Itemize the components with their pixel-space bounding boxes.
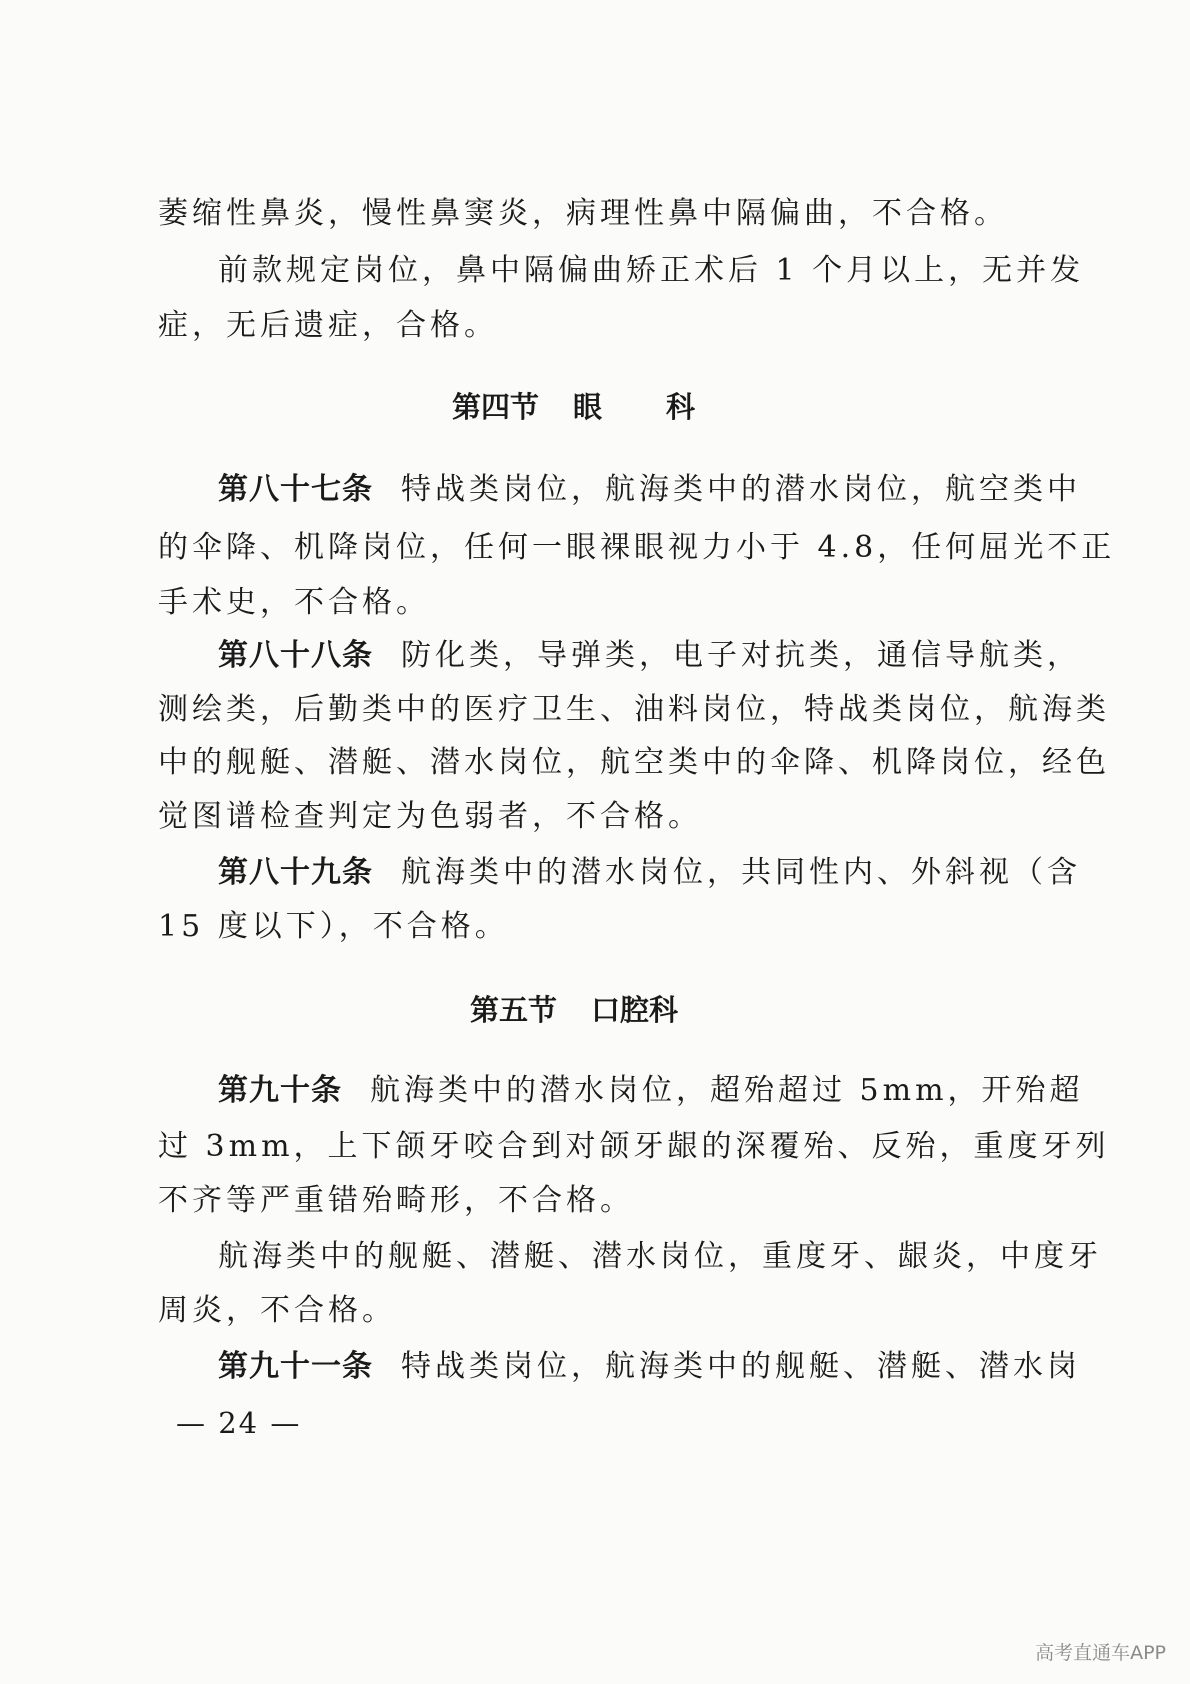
paragraph-line: 觉图谱检查判定为色弱者，不合格。 — [158, 799, 702, 834]
paragraph-line: 过 3mm，上下颌牙咬合到对颌牙龈的深覆殆、反殆，重度牙列 — [158, 1129, 1110, 1164]
article-87-line — [218, 470, 1081, 510]
article-89-line — [218, 853, 1081, 893]
article-number: 第九十一条 — [218, 1349, 373, 1384]
article-number: 第八十八条 — [218, 638, 373, 673]
section-title: 口腔科 — [591, 993, 679, 1027]
paragraph-line: 不齐等严重错殆畸形，不合格。 — [158, 1183, 634, 1218]
article-91-line — [218, 1347, 1081, 1387]
page-number: — 24 — — [176, 1406, 302, 1440]
section-number: 第五节 — [470, 993, 558, 1027]
article-88-line — [218, 636, 1081, 676]
paragraph-line: 周炎，不合格。 — [158, 1293, 396, 1328]
article-number: 第八十七条 — [218, 472, 373, 507]
section-title-part: 眼 — [573, 390, 603, 424]
section-title-part: 科 — [666, 390, 696, 424]
paragraph-line: 测绘类，后勤类中的医疗卫生、油料岗位，特战类岗位，航海类 — [158, 692, 1110, 727]
paragraph-line: 的伞降、机降岗位，任何一眼裸眼视力小于 4.8，任何屈光不正 — [158, 530, 1116, 565]
paragraph-line: 前款规定岗位，鼻中隔偏曲矫正术后 1 个月以上，无并发 — [218, 253, 1085, 288]
article-text: 航海类中的潜水岗位，共同性内、外斜视（含 — [401, 855, 1081, 890]
watermark: 高考直通车APP — [1035, 1642, 1166, 1664]
paragraph-line: 航海类中的舰艇、潜艇、潜水岗位，重度牙、龈炎，中度牙 — [218, 1239, 1102, 1274]
paragraph-line: 手术史，不合格。 — [158, 585, 430, 620]
paragraph-line: 15 度以下），不合格。 — [158, 909, 509, 944]
paragraph-line: 中的舰艇、潜艇、潜水岗位，航空类中的伞降、机降岗位，经色 — [158, 745, 1110, 780]
article-text: 航海类中的潜水岗位，超殆超过 5mm，开殆超 — [370, 1073, 1084, 1108]
paragraph-line: 萎缩性鼻炎，慢性鼻窦炎，病理性鼻中隔偏曲，不合格。 — [158, 196, 1008, 231]
section-number: 第四节 — [452, 390, 540, 424]
paragraph-line: 症，无后遗症，合格。 — [158, 308, 498, 343]
article-number: 第九十条 — [218, 1073, 342, 1108]
section-heading-stomatology — [470, 990, 678, 1030]
article-text: 防化类，导弹类，电子对抗类，通信导航类， — [401, 638, 1081, 673]
article-text: 特战类岗位，航海类中的舰艇、潜艇、潜水岗 — [401, 1349, 1081, 1384]
section-heading-ophthalmology — [452, 387, 695, 427]
article-text: 特战类岗位，航海类中的潜水岗位，航空类中 — [401, 472, 1081, 507]
article-number: 第八十九条 — [218, 855, 373, 890]
article-90-line — [218, 1071, 1084, 1111]
